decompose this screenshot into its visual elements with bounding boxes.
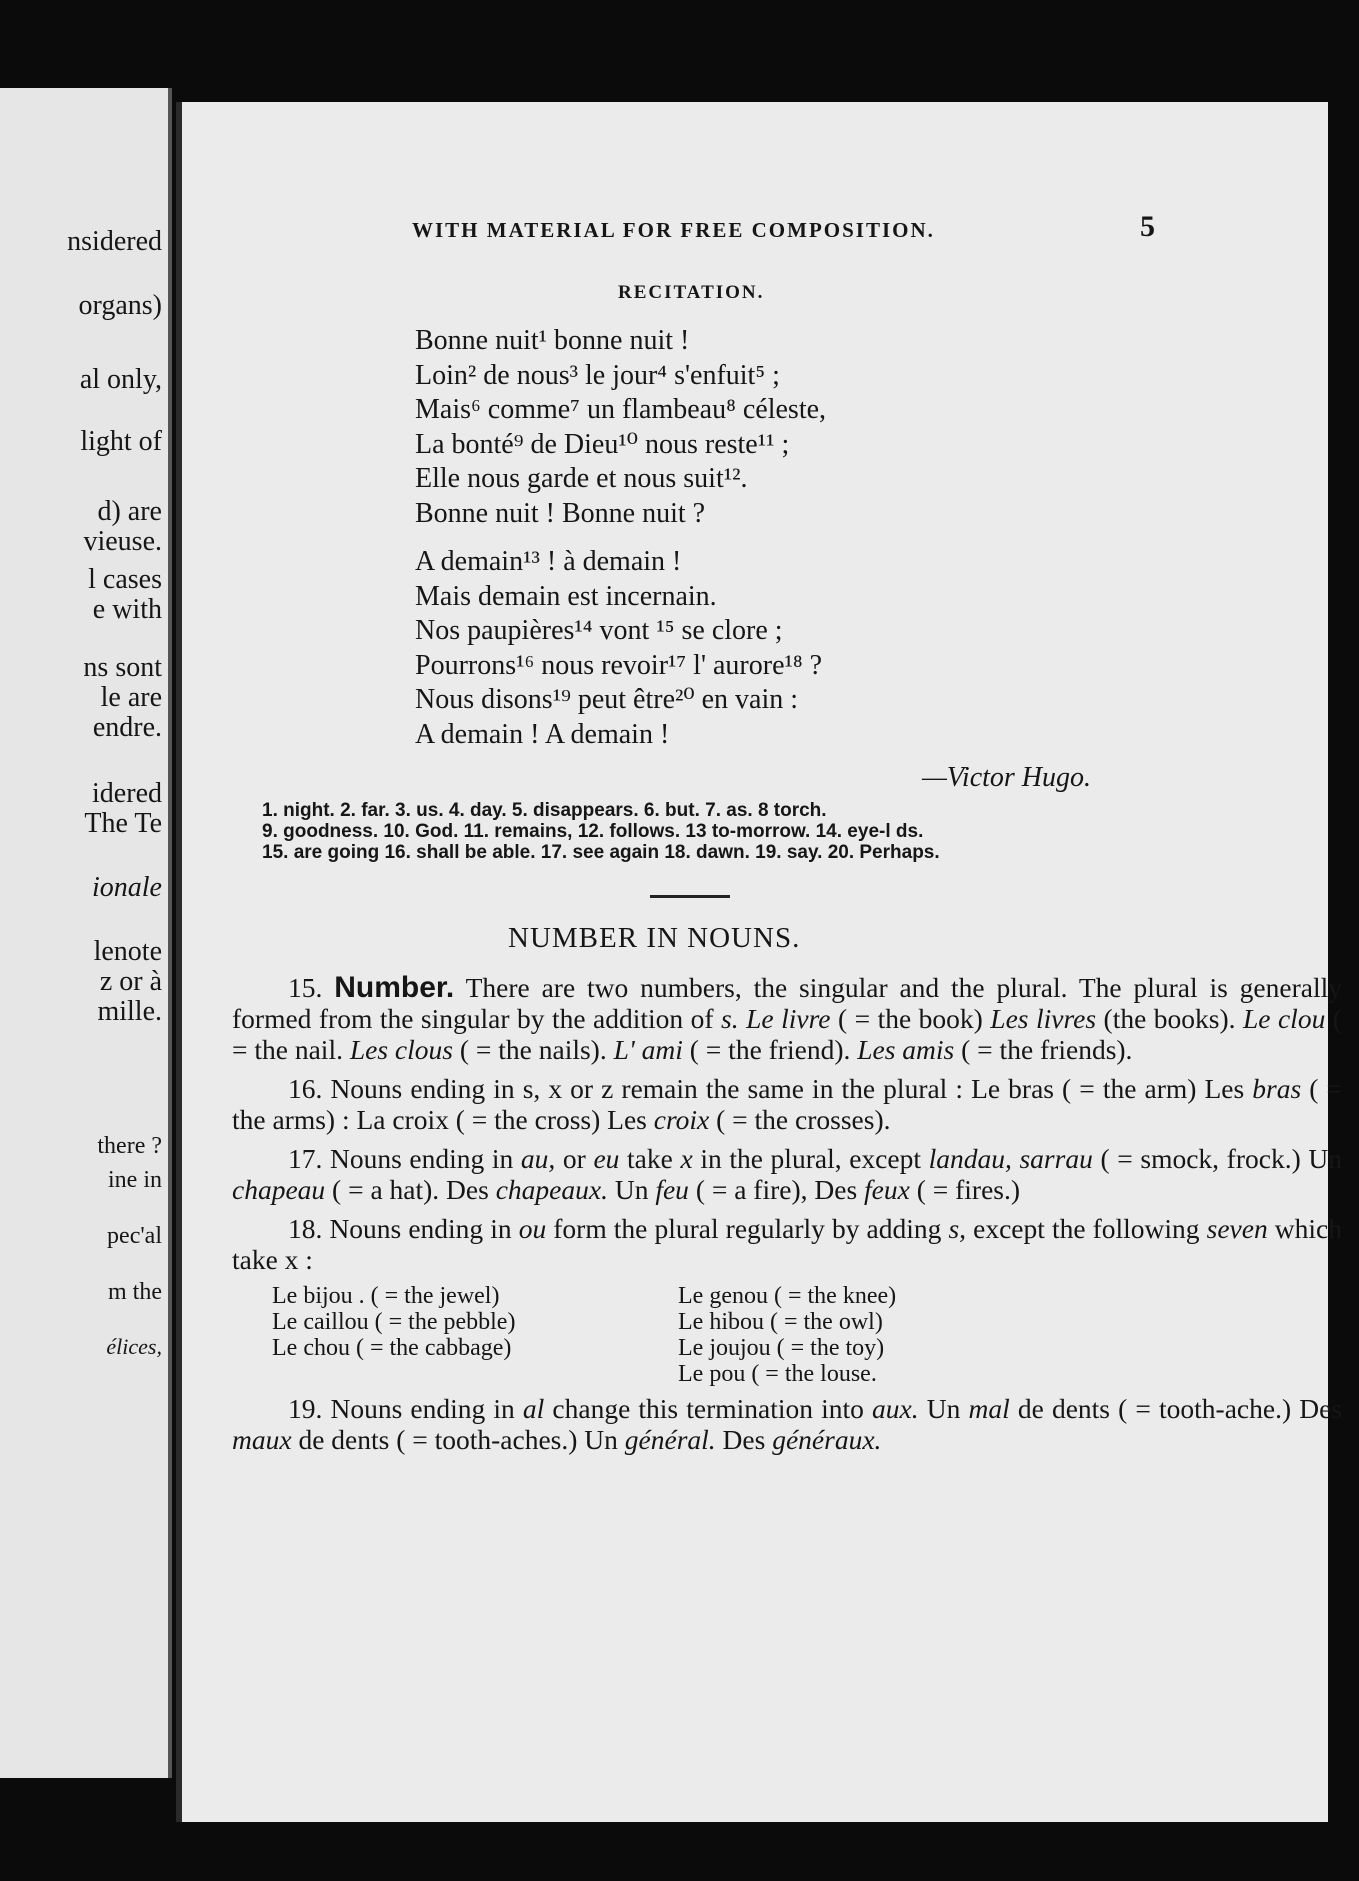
text-run: feu	[655, 1174, 689, 1205]
text-run: form the plural regularly by adding	[546, 1213, 949, 1244]
paragraph-19	[232, 1393, 1342, 1455]
text-run: ( = the nails).	[452, 1034, 614, 1065]
text-run: ( = the arms) : La croix ( = the cross) Les	[232, 1073, 1342, 1135]
paragraph-number: 19.	[288, 1393, 323, 1424]
text-run: mal	[968, 1393, 1010, 1424]
list-item: Le caillou ( = the pebble)	[272, 1309, 516, 1335]
text-run: ( = the friend).	[682, 1034, 858, 1065]
text-run: Le livre	[746, 1003, 831, 1034]
left-fragment: ns sont	[83, 652, 162, 683]
text-run: al	[522, 1393, 545, 1424]
left-fragment: z or à	[99, 966, 162, 997]
text-run: croix	[653, 1104, 710, 1135]
left-fragment: lenote	[93, 936, 162, 967]
text-run: ( = smock, frock.) Un	[1092, 1143, 1342, 1174]
ou-exceptions-list	[272, 1283, 1342, 1387]
list-item: Le hibou ( = the owl)	[678, 1309, 883, 1335]
text-run: There are two numbers, the singular and the plural. The plural is generally formed from the singular by the addition of	[232, 972, 1342, 1034]
left-fragment: le are	[100, 682, 162, 713]
text-run: général.	[624, 1424, 716, 1455]
paragraph-number: 18.	[288, 1213, 323, 1244]
recitation-label: RECITATION.	[618, 282, 765, 303]
text-run: s,	[948, 1213, 967, 1244]
poem-line: Loin² de nous³ le jour⁴ s'enfuit⁵ ;	[415, 359, 780, 391]
poem-line: Bonne nuit¹ bonne nuit !	[415, 325, 690, 356]
left-fragment: light of	[80, 426, 162, 457]
text-run: Le clou	[1243, 1003, 1326, 1034]
glossary	[262, 800, 1002, 863]
poem-line: Pourrons¹⁶ nous revoir¹⁷ l' aurore¹⁸ ?	[415, 649, 823, 681]
text-run: change this termination into	[544, 1393, 873, 1424]
text-run: take	[619, 1143, 681, 1174]
text-run: généraux.	[772, 1424, 882, 1455]
text-run: Les clous	[349, 1034, 453, 1065]
text-run: Des	[715, 1424, 773, 1455]
text-run: ( = the book)	[830, 1003, 991, 1034]
left-fragment: l cases	[88, 564, 162, 595]
text-run: eu	[593, 1143, 620, 1174]
left-fragment: organs)	[78, 290, 162, 321]
paragraph-16	[232, 1073, 1342, 1135]
left-fragment: élices,	[106, 1334, 162, 1359]
left-fragment: idered	[92, 778, 162, 809]
list-item: Le pou ( = the louse.	[678, 1361, 877, 1387]
text-run: aux.	[872, 1393, 919, 1424]
left-fragment: there ?	[97, 1133, 162, 1159]
paragraph-17	[232, 1143, 1342, 1205]
paragraph-number: 17.	[288, 1143, 323, 1174]
poem-line: Elle nous garde et nous suit¹².	[415, 463, 748, 494]
text-run: Les amis	[857, 1034, 955, 1065]
page-number: 5	[1140, 210, 1155, 243]
left-fragment: nsidered	[67, 226, 162, 257]
left-fragment: mille.	[97, 996, 162, 1027]
left-fragment: m the	[108, 1279, 162, 1305]
poem-line: Mais demain est incernain.	[415, 580, 717, 612]
paragraph-18	[232, 1213, 1342, 1275]
text-run: bras	[1252, 1073, 1302, 1104]
list-item: Le chou ( = the cabbage)	[272, 1335, 512, 1361]
text-run: Un	[607, 1174, 656, 1205]
text-run: (the books).	[1096, 1003, 1243, 1034]
text-run: which take x :	[232, 1213, 1342, 1275]
poem-line: Nos paupières¹⁴ vont ¹⁵ se clore ;	[415, 615, 783, 646]
text-run: chapeaux.	[495, 1174, 608, 1205]
text-run: seven	[1206, 1213, 1268, 1244]
text-run: x	[680, 1143, 693, 1174]
book-page	[176, 102, 1342, 1822]
left-fragment: d) are	[97, 496, 162, 527]
poem	[415, 324, 826, 766]
text-run: Nouns ending in	[322, 1393, 523, 1424]
text-run: ou	[518, 1213, 547, 1244]
poem-line: Nous disons¹⁹ peut être²⁰ en vain :	[415, 684, 799, 715]
section-body	[232, 972, 1342, 1463]
text-run: Les livres	[990, 1003, 1097, 1034]
text-run: chapeau	[232, 1174, 326, 1205]
stanza	[415, 324, 826, 531]
list-item	[272, 1361, 678, 1387]
facing-page-fragment	[0, 88, 172, 1778]
poem-author: —Victor Hugo.	[922, 762, 1092, 793]
text-run: except the following	[966, 1213, 1207, 1244]
list-item: Le genou ( = the knee)	[678, 1283, 897, 1309]
glossary-line: 9. goodness. 10. God. 11. remains, 12. follows. 13 to-morrow. 14. eye-l ds.	[262, 821, 924, 842]
left-fragment: pec'al	[107, 1223, 162, 1249]
running-head: WITH MATERIAL FOR FREE COMPOSITION.	[412, 218, 935, 242]
text-run: s.	[721, 1003, 739, 1034]
paragraph-head-word: Number.	[334, 971, 455, 1004]
text-run: de dents ( = tooth-ache.) Des	[1009, 1393, 1342, 1424]
paragraph-number: 16.	[288, 1073, 323, 1104]
left-fragment: e with	[92, 594, 162, 625]
poem-line: A demain¹³ ! à demain !	[415, 546, 682, 577]
text-run: au,	[520, 1143, 556, 1174]
section-heading: NUMBER IN NOUNS.	[508, 922, 801, 954]
text-run: ( = the crosses).	[709, 1104, 891, 1135]
text-run: in the plural, except	[692, 1143, 929, 1174]
section-divider	[650, 895, 730, 898]
text-run: Un	[918, 1393, 969, 1424]
glossary-line: 15. are going 16. shall be able. 17. see again 18. dawn. 19. say. 20. Perhaps.	[262, 842, 940, 863]
poem-line: Bonne nuit ! Bonne nuit ?	[415, 497, 706, 529]
poem-line: A demain ! A demain !	[415, 718, 670, 750]
poem-line: La bonté⁹ de Dieu¹⁰ nous reste¹¹ ;	[415, 428, 790, 460]
text-run: ( = the friends).	[954, 1034, 1133, 1065]
glossary-line: 1. night. 2. far. 3. us. 4. day. 5. disappears. 6. but. 7. as. 8 torch.	[262, 800, 827, 821]
text-run: Nouns ending in	[322, 1143, 521, 1174]
text-run: ( = a hat). Des	[325, 1174, 496, 1205]
text-run: Nouns ending in	[322, 1213, 519, 1244]
text-run: ( = a fire), Des	[688, 1174, 865, 1205]
text-run: landau, sarrau	[928, 1143, 1093, 1174]
text-run: feux	[864, 1174, 910, 1205]
left-fragment: The Te	[84, 808, 162, 839]
text-run: ( = the nail.	[232, 1003, 1342, 1065]
left-fragment: ionale	[92, 872, 162, 903]
text-run: maux	[232, 1424, 292, 1455]
text-run: or	[555, 1143, 594, 1174]
left-fragment: vieuse.	[83, 526, 162, 557]
text-run: Nouns ending in s, x or z remain the same in the plural : Le bras ( = the arm) Les	[322, 1073, 1253, 1104]
text-run	[739, 1003, 746, 1034]
paragraph-number: 15.	[288, 972, 323, 1003]
text-run: L' ami	[613, 1034, 683, 1065]
left-fragment: endre.	[92, 712, 162, 743]
left-fragment: ine in	[108, 1167, 162, 1193]
text-run: ( = fires.)	[909, 1174, 1021, 1205]
list-item: Le bijou . ( = the jewel)	[272, 1283, 500, 1309]
left-fragment: al only,	[79, 364, 162, 395]
poem-line: Mais⁶ comme⁷ un flambeau⁸ céleste,	[415, 394, 827, 425]
stanza	[415, 545, 826, 752]
paragraph-15	[232, 972, 1342, 1065]
list-item: Le joujou ( = the toy)	[678, 1335, 885, 1361]
text-run: de dents ( = tooth-aches.) Un	[291, 1424, 625, 1455]
